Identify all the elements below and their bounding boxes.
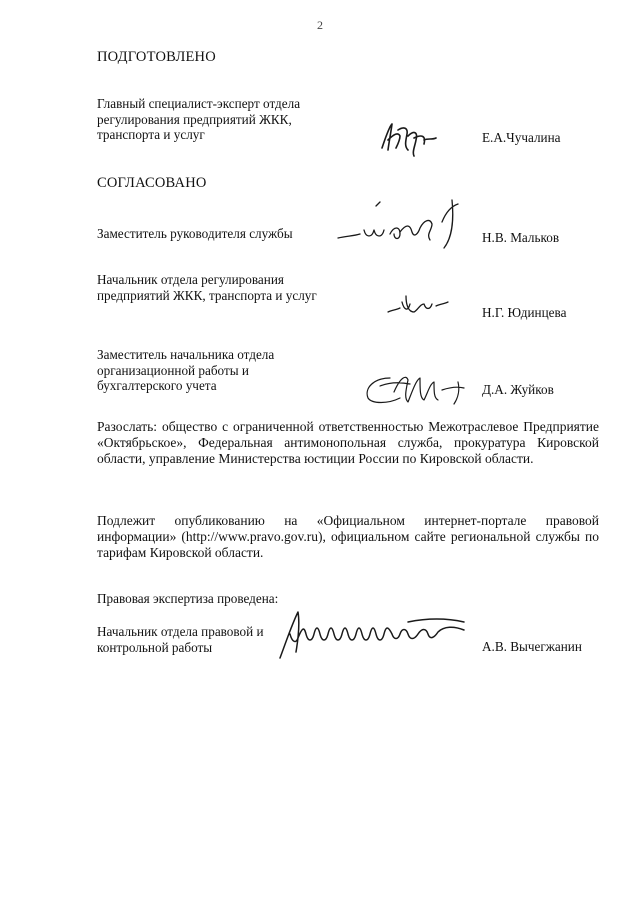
agreed-position-1: Заместитель руководителя службы (97, 226, 293, 241)
prepared-position: Главный специалист-эксперт отдела регулирования предприятий ЖКК, транспорта и услуг (97, 96, 301, 143)
agreed-name-1: Н.В. Мальков (482, 230, 560, 245)
agreed-name-2: Н.Г. Юдинцева (482, 305, 567, 320)
agreed-name-3: Д.А. Жуйков (482, 382, 554, 397)
signature-agreed-2 (384, 290, 454, 320)
legal-review-position: Начальник отдела правовой и контрольной работы (97, 624, 264, 655)
page-number: 2 (317, 18, 323, 32)
signature-agreed-1 (334, 194, 474, 256)
signature-prepared (378, 118, 440, 160)
signature-legal-review (268, 604, 468, 662)
signature-agreed-3 (360, 368, 472, 410)
agreed-position-2: Начальник отдела регулирования предприятий ЖКК, транспорта и услуг (97, 272, 317, 303)
publication-paragraph: Подлежит опубликованию на «Официальном интернет-портале правовой информации» (http://www.pravo.gov.ru), официальном сайте региональной службы по тарифам Кировской области. (97, 513, 599, 560)
agreed-heading: СОГЛАСОВАНО (97, 175, 207, 191)
agreed-position-3: Заместитель начальника отдела организационной работы и бухгалтерского учета (97, 347, 275, 394)
distribution-paragraph: Разослать: общество с ограниченной ответственностью Межотраслевое Предприятие «Октябрьское», Федеральная антимонопольная служба, прокуратура Кировской области, управление Министерства юстиции России по Кировской области. (97, 419, 599, 466)
legal-review-statement: Правовая экспертиза проведена: (97, 591, 279, 606)
prepared-heading: ПОДГОТОВЛЕНО (97, 49, 216, 65)
legal-review-name: А.В. Вычегжанин (482, 639, 582, 654)
prepared-name: Е.А.Чучалина (482, 130, 561, 145)
